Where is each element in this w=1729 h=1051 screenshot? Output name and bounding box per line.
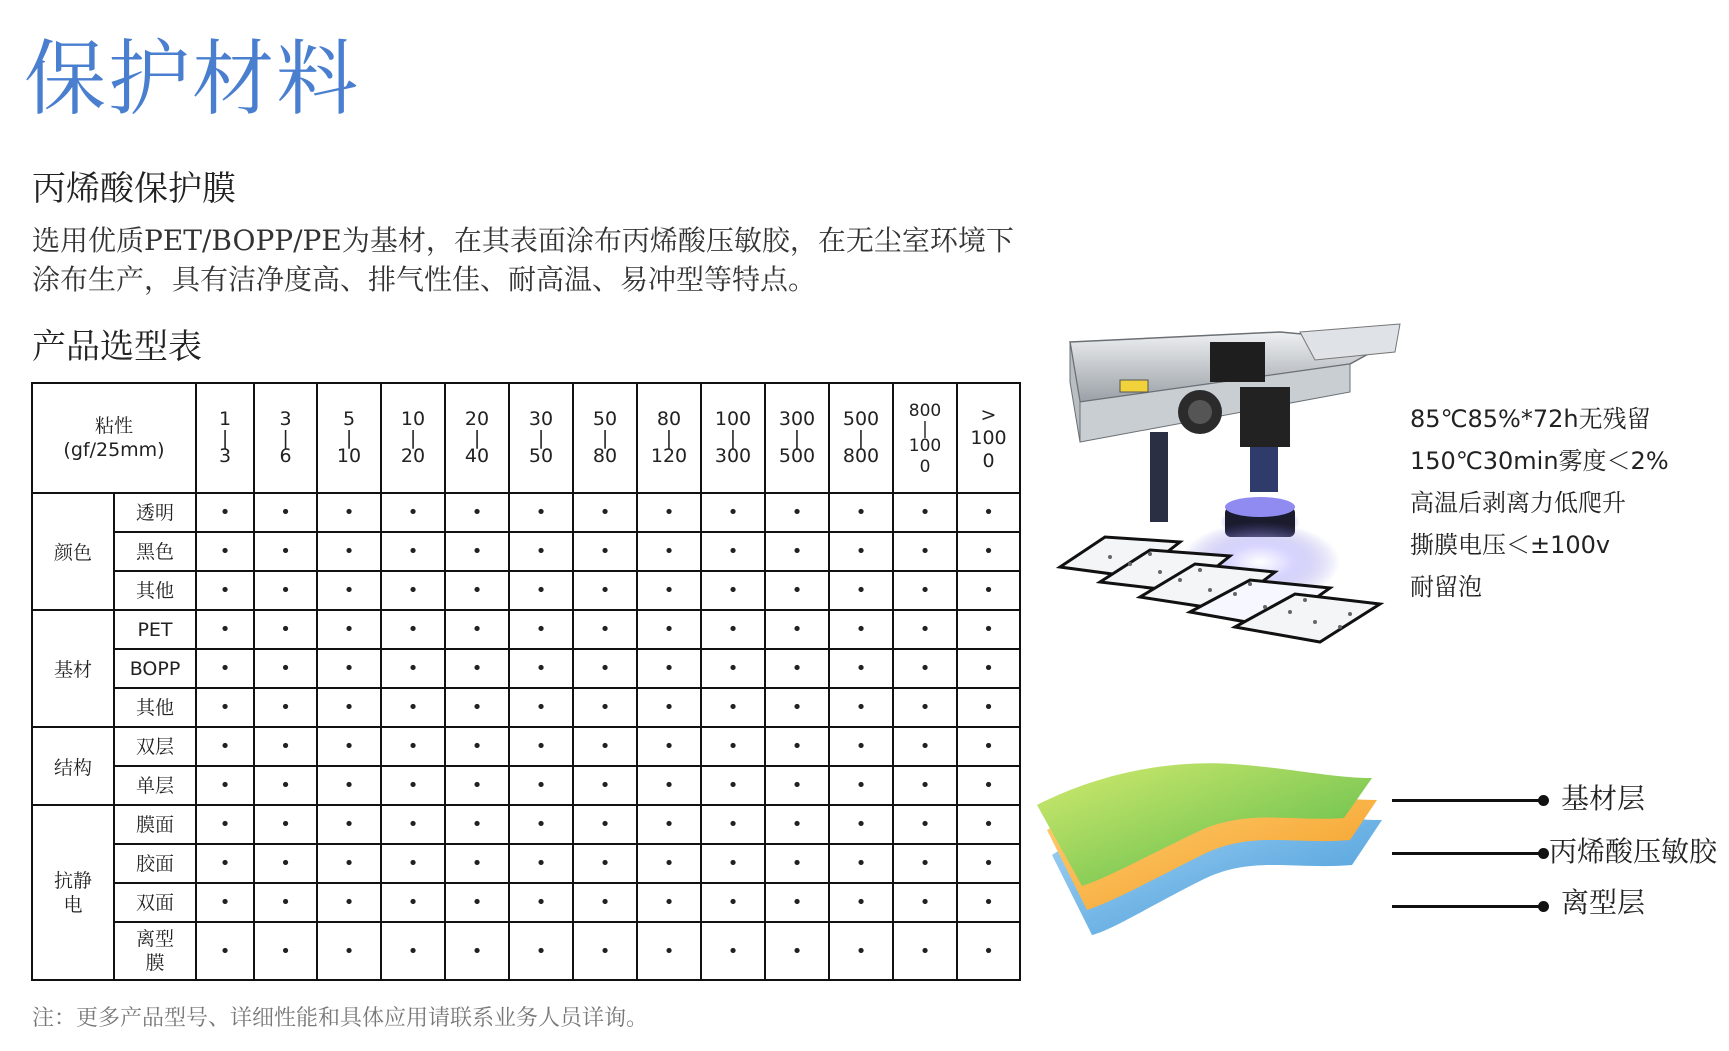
availability-dot: • <box>573 727 637 766</box>
availability-dot: • <box>765 844 829 883</box>
availability-dot: • <box>637 532 701 571</box>
availability-dot: • <box>445 649 509 688</box>
availability-dot: • <box>701 844 765 883</box>
range-bottom: 10 <box>336 445 362 467</box>
page-title: 保护材料 <box>24 32 361 127</box>
range-extra: 0 <box>919 456 931 477</box>
availability-dot: • <box>573 844 637 883</box>
range-bar: | <box>793 427 801 449</box>
leader-dot-release <box>1538 901 1549 912</box>
availability-dot: • <box>829 844 893 883</box>
availability-dot: • <box>893 532 957 571</box>
option-label: 黑色 <box>136 540 175 563</box>
adhesion-range-header <box>829 383 893 493</box>
availability-dot: • <box>573 493 637 532</box>
range-bottom: 300 <box>714 445 752 467</box>
range-bottom: 40 <box>464 445 490 467</box>
availability-dot: • <box>829 649 893 688</box>
availability-dot: • <box>509 532 573 571</box>
feature-list <box>1410 398 1669 608</box>
adhesion-range <box>219 408 231 468</box>
availability-dot: • <box>381 727 445 766</box>
availability-dot: • <box>254 688 317 727</box>
availability-dot: • <box>196 805 254 844</box>
adhesion-range-header <box>893 383 957 493</box>
availability-dot: • <box>509 844 573 883</box>
availability-dot: • <box>317 610 381 649</box>
availability-dot: • <box>957 649 1020 688</box>
availability-dot: • <box>254 727 317 766</box>
option-label: 单层 <box>136 774 175 797</box>
feature-item: 耐留泡 <box>1410 573 1482 601</box>
availability-dot: • <box>765 649 829 688</box>
availability-dot: • <box>893 571 957 610</box>
adhesion-range <box>779 408 815 468</box>
availability-dot: • <box>196 493 254 532</box>
range-bottom: 500 <box>778 445 816 467</box>
availability-dot: • <box>445 688 509 727</box>
availability-dot: • <box>765 493 829 532</box>
footnote: 注：更多产品型号、详细性能和具体应用请联系业务人员详询。 <box>32 1006 649 1031</box>
availability-dot: • <box>445 766 509 805</box>
availability-dot: • <box>701 571 765 610</box>
availability-dot: • <box>637 610 701 649</box>
adhesion-range <box>401 408 425 468</box>
option-cell <box>114 571 196 610</box>
availability-dot: • <box>701 493 765 532</box>
adhesion-range-header <box>445 383 509 493</box>
availability-dot: • <box>196 532 254 571</box>
availability-dot: • <box>829 766 893 805</box>
table-row <box>32 493 1020 532</box>
availability-dot: • <box>573 766 637 805</box>
availability-dot: • <box>829 727 893 766</box>
availability-dot: • <box>445 610 509 649</box>
availability-dot: • <box>637 649 701 688</box>
option-cell <box>114 532 196 571</box>
availability-dot: • <box>317 688 381 727</box>
option-label: BOPP <box>129 657 181 680</box>
availability-dot: • <box>701 649 765 688</box>
availability-dot: • <box>381 688 445 727</box>
category-cell <box>32 610 114 727</box>
range-bar: | <box>221 427 229 449</box>
adhesion-range-header <box>637 383 701 493</box>
availability-dot: • <box>701 610 765 649</box>
table-row <box>32 922 1020 980</box>
availability-dot: • <box>381 610 445 649</box>
availability-dot: • <box>829 922 893 980</box>
availability-dot: • <box>445 922 509 980</box>
availability-dot: • <box>893 493 957 532</box>
availability-dot: • <box>637 805 701 844</box>
adhesion-range <box>970 404 1006 473</box>
label-substrate-layer: 基材层 <box>1561 782 1646 815</box>
availability-dot: • <box>829 532 893 571</box>
availability-dot: • <box>829 493 893 532</box>
option-cell <box>114 727 196 766</box>
availability-dot: • <box>765 688 829 727</box>
option-cell <box>114 805 196 844</box>
option-cell <box>114 688 196 727</box>
range-bar: | <box>665 427 673 449</box>
availability-dot: • <box>445 883 509 922</box>
adhesion-range <box>337 408 361 468</box>
availability-dot: • <box>765 766 829 805</box>
availability-dot: • <box>381 844 445 883</box>
option-label: 其他 <box>136 579 175 602</box>
option-cell <box>114 610 196 649</box>
adhesion-range <box>843 408 879 468</box>
range-top: > <box>980 403 997 426</box>
range-bottom: 120 <box>650 445 688 467</box>
availability-dot: • <box>573 649 637 688</box>
availability-dot: • <box>893 766 957 805</box>
availability-dot: • <box>573 532 637 571</box>
availability-dot: • <box>765 805 829 844</box>
option-cell <box>114 922 196 980</box>
range-top: 800 <box>908 400 942 421</box>
option-cell <box>114 649 196 688</box>
availability-dot: • <box>254 883 317 922</box>
availability-dot: • <box>765 610 829 649</box>
availability-dot: • <box>957 532 1020 571</box>
availability-dot: • <box>445 532 509 571</box>
availability-dot: • <box>829 610 893 649</box>
category-label-line: 抗静 <box>53 869 92 892</box>
availability-dot: • <box>509 883 573 922</box>
availability-dot: • <box>893 883 957 922</box>
option-label: 透明 <box>136 501 175 524</box>
availability-dot: • <box>701 532 765 571</box>
availability-dot: • <box>254 805 317 844</box>
availability-dot: • <box>254 532 317 571</box>
table-row <box>32 844 1020 883</box>
range-top: 30 <box>528 408 554 430</box>
range-bottom: 100 <box>908 435 942 456</box>
feature-item: 高温后剥离力低爬升 <box>1410 489 1626 517</box>
adhesion-label: 粘性 <box>95 415 134 437</box>
option-label: 离型膜 <box>136 928 175 974</box>
leader-line-release <box>1392 905 1542 908</box>
availability-dot: • <box>893 844 957 883</box>
range-bar: | <box>473 427 481 449</box>
availability-dot: • <box>317 766 381 805</box>
leader-dot-adhesive <box>1538 848 1549 859</box>
adhesion-range <box>529 408 553 468</box>
availability-dot: • <box>254 649 317 688</box>
range-bottom: 80 <box>592 445 618 467</box>
adhesion-range-header <box>254 383 317 493</box>
option-cell <box>114 844 196 883</box>
availability-dot: • <box>196 727 254 766</box>
availability-dot: • <box>893 649 957 688</box>
availability-dot: • <box>254 766 317 805</box>
availability-dot: • <box>509 805 573 844</box>
availability-dot: • <box>317 727 381 766</box>
category-label: 颜色 <box>53 542 92 564</box>
availability-dot: • <box>701 688 765 727</box>
availability-dot: • <box>196 649 254 688</box>
availability-dot: • <box>765 532 829 571</box>
range-top: 500 <box>842 408 880 430</box>
availability-dot: • <box>701 883 765 922</box>
range-top: 3 <box>279 408 292 430</box>
availability-dot: • <box>573 571 637 610</box>
availability-dot: • <box>254 571 317 610</box>
table-row <box>32 727 1020 766</box>
adhesion-unit: (gf/25mm) <box>63 439 165 461</box>
adhesion-range-header <box>196 383 254 493</box>
availability-dot: • <box>893 688 957 727</box>
availability-dot: • <box>637 688 701 727</box>
availability-dot: • <box>637 727 701 766</box>
table-row <box>32 532 1020 571</box>
adhesion-range-header <box>765 383 829 493</box>
table-row <box>32 766 1020 805</box>
availability-dot: • <box>381 922 445 980</box>
leader-line-adhesive <box>1392 852 1542 855</box>
availability-dot: • <box>829 883 893 922</box>
availability-dot: • <box>957 922 1020 980</box>
availability-dot: • <box>381 649 445 688</box>
availability-dot: • <box>765 922 829 980</box>
availability-dot: • <box>196 766 254 805</box>
availability-dot: • <box>254 922 317 980</box>
leader-dot-substrate <box>1538 795 1549 806</box>
availability-dot: • <box>317 532 381 571</box>
range-bottom: 800 <box>842 445 880 467</box>
feature-item: 85℃85%*72h无残留 <box>1410 405 1651 433</box>
availability-dot: • <box>317 649 381 688</box>
range-bar: | <box>409 427 417 449</box>
availability-dot: • <box>893 805 957 844</box>
availability-dot: • <box>765 571 829 610</box>
availability-dot: • <box>381 805 445 844</box>
category-label-line: 电 <box>63 893 83 916</box>
adhesion-range-header <box>701 383 765 493</box>
availability-dot: • <box>957 844 1020 883</box>
availability-dot: • <box>637 922 701 980</box>
availability-dot: • <box>509 493 573 532</box>
availability-dot: • <box>957 688 1020 727</box>
availability-dot: • <box>701 766 765 805</box>
availability-dot: • <box>445 571 509 610</box>
section-title: 丙烯酸保护膜 <box>32 169 236 209</box>
inspection-machine-image <box>1050 322 1410 652</box>
availability-dot: • <box>957 571 1020 610</box>
availability-dot: • <box>317 571 381 610</box>
availability-dot: • <box>196 922 254 980</box>
option-cell <box>114 883 196 922</box>
adhesion-range <box>715 408 751 468</box>
availability-dot: • <box>957 493 1020 532</box>
adhesion-range-header <box>957 383 1020 493</box>
availability-dot: • <box>445 844 509 883</box>
adhesion-range <box>465 408 489 468</box>
label-release-layer: 离型层 <box>1561 886 1646 919</box>
availability-dot: • <box>957 805 1020 844</box>
availability-dot: • <box>196 844 254 883</box>
availability-dot: • <box>957 766 1020 805</box>
option-label: 膜面 <box>136 813 175 836</box>
availability-dot: • <box>957 610 1020 649</box>
adhesion-range-header <box>509 383 573 493</box>
availability-dot: • <box>445 727 509 766</box>
availability-dot: • <box>381 571 445 610</box>
range-top: 20 <box>464 408 490 430</box>
range-bottom: 6 <box>279 445 292 467</box>
adhesion-header-cell <box>32 383 196 493</box>
range-bar: | <box>282 427 289 449</box>
range-bottom: 20 <box>400 445 426 467</box>
availability-dot: • <box>509 766 573 805</box>
category-cell <box>32 493 114 610</box>
leader-line-substrate <box>1392 799 1542 802</box>
range-bar: | <box>922 418 928 439</box>
availability-dot: • <box>317 883 381 922</box>
availability-dot: • <box>637 883 701 922</box>
availability-dot: • <box>573 883 637 922</box>
range-bar: 100 <box>970 426 1007 449</box>
range-bar: | <box>601 427 609 449</box>
adhesion-range <box>593 408 617 468</box>
availability-dot: • <box>196 571 254 610</box>
range-top: 50 <box>592 408 618 430</box>
selection-table <box>31 382 1021 981</box>
option-label: 双面 <box>136 891 175 914</box>
adhesion-range-header <box>381 383 445 493</box>
product-description: 选用优质PET/BOPP/PE为基材，在其表面涂布丙烯酸压敏胶，在无尘室环境下涂布生产，具有洁净度高、排气性佳、耐高温、易冲型等特点。 <box>32 224 1014 296</box>
adhesion-range <box>909 401 941 478</box>
availability-dot: • <box>701 805 765 844</box>
option-cell <box>114 493 196 532</box>
availability-dot: • <box>893 727 957 766</box>
availability-dot: • <box>701 922 765 980</box>
availability-dot: • <box>509 649 573 688</box>
range-top: 80 <box>656 408 682 430</box>
availability-dot: • <box>381 766 445 805</box>
availability-dot: • <box>509 688 573 727</box>
availability-dot: • <box>573 688 637 727</box>
availability-dot: • <box>829 688 893 727</box>
range-bottom: 0 <box>982 449 995 472</box>
availability-dot: • <box>701 727 765 766</box>
table-header-row <box>32 383 1020 493</box>
availability-dot: • <box>381 532 445 571</box>
range-bar: | <box>729 427 737 449</box>
availability-dot: • <box>637 766 701 805</box>
availability-dot: • <box>317 493 381 532</box>
availability-dot: • <box>381 883 445 922</box>
availability-dot: • <box>765 883 829 922</box>
label-adhesive-layer: 丙烯酸压敏胶 <box>1549 835 1718 868</box>
availability-dot: • <box>893 610 957 649</box>
table-row <box>32 649 1020 688</box>
range-top: 300 <box>778 408 816 430</box>
feature-item: 150℃30min雾度＜2% <box>1410 447 1669 475</box>
availability-dot: • <box>573 610 637 649</box>
availability-dot: • <box>509 571 573 610</box>
range-bar: | <box>537 427 545 449</box>
range-top: 1 <box>218 408 232 430</box>
availability-dot: • <box>317 922 381 980</box>
availability-dot: • <box>381 493 445 532</box>
availability-dot: • <box>829 805 893 844</box>
availability-dot: • <box>637 493 701 532</box>
adhesion-range <box>651 408 687 468</box>
availability-dot: • <box>196 610 254 649</box>
availability-dot: • <box>509 610 573 649</box>
range-top: 10 <box>400 408 426 430</box>
availability-dot: • <box>765 727 829 766</box>
category-label: 基材 <box>53 659 92 681</box>
availability-dot: • <box>573 805 637 844</box>
range-bar: | <box>345 427 353 449</box>
availability-dot: • <box>254 610 317 649</box>
availability-dot: • <box>829 571 893 610</box>
category-cell <box>32 805 114 980</box>
availability-dot: • <box>957 883 1020 922</box>
availability-dot: • <box>317 805 381 844</box>
option-label: 双层 <box>136 735 175 758</box>
range-bottom: 50 <box>528 445 554 467</box>
availability-dot: • <box>573 922 637 980</box>
option-cell <box>114 766 196 805</box>
availability-dot: • <box>254 493 317 532</box>
option-label: PET <box>137 618 173 641</box>
table-row <box>32 688 1020 727</box>
availability-dot: • <box>317 844 381 883</box>
range-top: 5 <box>342 408 356 430</box>
table-title: 产品选型表 <box>32 327 202 367</box>
table-row <box>32 805 1020 844</box>
option-label: 其他 <box>136 696 175 719</box>
availability-dot: • <box>445 493 509 532</box>
adhesion-range-header <box>573 383 637 493</box>
range-top: 100 <box>714 408 752 430</box>
category-cell <box>32 727 114 805</box>
range-bottom: 3 <box>218 445 232 467</box>
table-row <box>32 883 1020 922</box>
availability-dot: • <box>196 688 254 727</box>
availability-dot: • <box>637 844 701 883</box>
availability-dot: • <box>637 571 701 610</box>
adhesion-range <box>279 408 291 468</box>
availability-dot: • <box>509 727 573 766</box>
table-row <box>32 571 1020 610</box>
option-label: 胶面 <box>136 852 175 875</box>
availability-dot: • <box>445 805 509 844</box>
availability-dot: • <box>893 922 957 980</box>
feature-item: 撕膜电压＜±100v <box>1410 531 1611 559</box>
range-bar: | <box>857 427 865 449</box>
adhesion-range-header <box>317 383 381 493</box>
availability-dot: • <box>957 727 1020 766</box>
availability-dot: • <box>196 883 254 922</box>
availability-dot: • <box>509 922 573 980</box>
table-row <box>32 610 1020 649</box>
film-layer-diagram <box>1032 760 1392 940</box>
availability-dot: • <box>254 844 317 883</box>
category-label: 结构 <box>53 756 92 779</box>
